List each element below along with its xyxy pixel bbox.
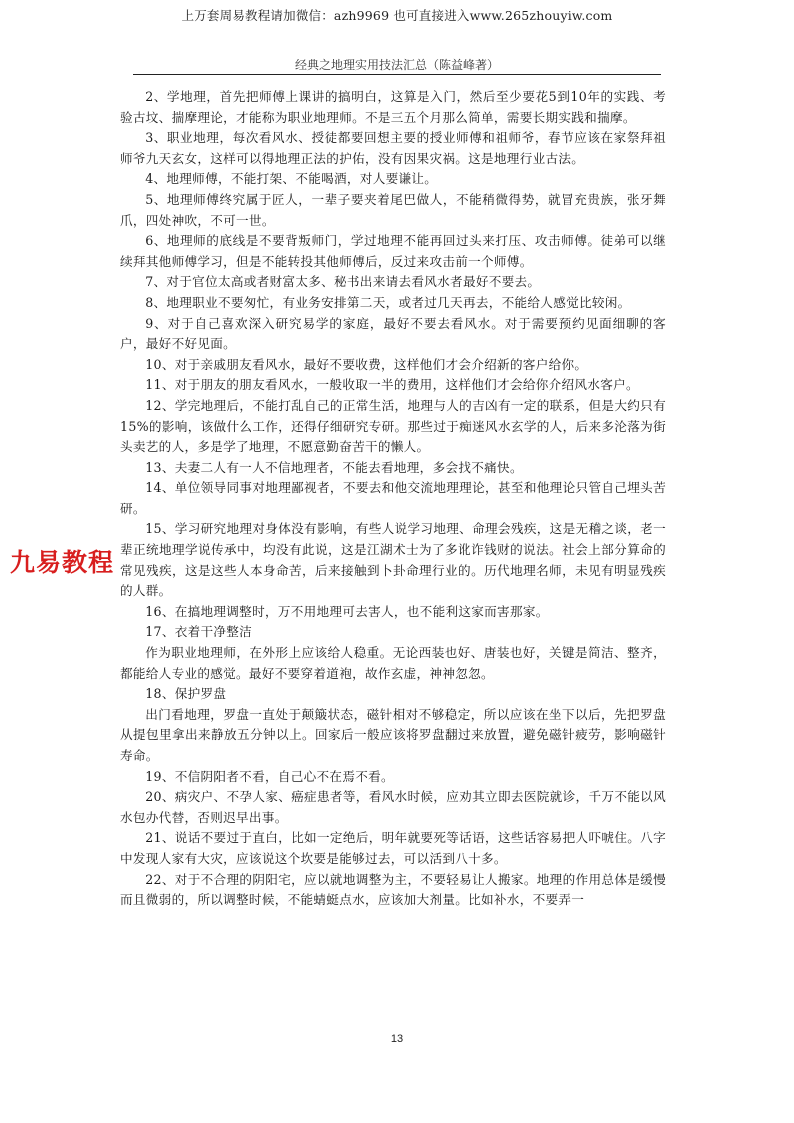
paragraph: 4、地理师傅，不能打架、不能喝酒，对人要谦让。 — [145, 171, 438, 187]
paragraph: 5、地理师傅终究属于匠人，一辈子要夹着尾巴做人，不能稍微得势，就冒充贵族，张牙舞爪，四处神吹，不可一世。 — [120, 191, 666, 228]
section-heading: 17、衣着干净整洁 — [145, 624, 253, 640]
running-header: 经典之地理实用技法汇总（陈益峰著） — [294, 58, 499, 72]
paragraph: 16、在搞地理调整时，万不用地理可去害人，也不能利这家而害那家。 — [145, 603, 549, 619]
paragraph: 15、学习研究地理对身体没有影响，有些人说学习地理、命理会残疾，这是无稽之谈，老一辈正统地理学说传承中，均没有此说，这是江湖术士为了多讹诈钱财的说法。社会上部分算命的常见残疾，这是这些人本身命苦，后来接触到卜卦命理行业的。历代地理名师，未见有明显残疾的人群。 — [120, 521, 666, 599]
paragraph: 12、学完地理后，不能打乱自己的正常生活，地理与人的吉凶有一定的联系，但是大约只有15%的影响，该做什么工作，还得仔细研究专研。那些过于痴迷风水玄学的人，后来多沦落为街头卖艺的人，多是学了地理，不愿意勤奋苦干的懒人。 — [120, 397, 666, 455]
paragraph: 2、学地理，首先把师傅上课讲的搞明白，这算是入门，然后至少要花5到10年的实践、考验古坟、揣摩理论，才能称为职业地理师。不是三五个月那么简单，需要长期实践和揣摩。 — [120, 89, 666, 125]
paragraph: 6、地理师的底线是不要背叛师门，学过地理不能再回过头来打压、攻击师傅。徒弟可以继续拜其他师傅学习，但是不能转投其他师傅后，反过来攻击前一个师傅。 — [120, 233, 666, 269]
paragraph: 3、职业地理，每次看风水、授徒都要回想主要的授业师傅和祖师爷，春节应该在家祭拜祖师爷九天玄女，这样可以得地理正法的护佑，没有因果灾祸。这是地理行业古法。 — [120, 130, 666, 166]
body-text — [120, 87, 666, 911]
paragraph: 21、说话不要过于直白，比如一定绝后，明年就要死等话语，这些话容易把人吓唬住。八字中发现人家有大灾，应该说这个坎要是能够过去，可以活到八十多。 — [120, 830, 666, 866]
paragraph: 9、对于自己喜欢深入研究易学的家庭，最好不要去看风水。对于需要预约见面细聊的客户，最好不好见面。 — [120, 315, 666, 352]
paragraph: 7、对于官位太高或者财富太多、秘书出来请去看风水者最好不要去。 — [145, 274, 541, 290]
watermark-logo: 九易教程 — [10, 548, 115, 577]
paragraph: 8、地理职业不要匆忙，有业务安排第二天，或者过几天再去，不能给人感觉比较闲。 — [145, 294, 631, 310]
section-heading: 18、保护罗盘 — [145, 686, 227, 702]
paragraph: 11、对于朋友的朋友看风水，一般收取一半的费用，这样他们才会给你介绍风水客户。 — [145, 377, 639, 393]
paragraph: 13、夫妻二人有一人不信地理者，不能去看地理，多会找不痛快。 — [145, 459, 523, 475]
paragraph: 20、病灾户、不孕人家、癌症患者等，看风水时候，应劝其立即去医院就诊，千万不能以风水包办代替，否则迟早出事。 — [120, 789, 666, 825]
page-number: 13 — [390, 1033, 404, 1045]
top-banner: 上万套周易教程请加微信：azh9969 也可直接进入www.265zhouyiw.com — [181, 8, 613, 23]
paragraph: 出门看地理，罗盘一直处于颠簸状态，磁针相对不够稳定，所以应该在坐下以后，先把罗盘从提包里拿出来静放五分钟以上。回家后一般应该将罗盘翻过来放置，避免磁针疲劳，影响磁针寿命。 — [120, 706, 666, 763]
paragraph: 14、单位领导同事对地理鄙视者，不要去和他交流地理理论，甚至和他理论只管自己埋头苦研。 — [120, 480, 666, 516]
paragraph: 作为职业地理师，在外形上应该给人稳重。无论西装也好、唐装也好，关键是简洁、整齐，都能给人专业的感觉。最好不要穿着道袍，故作玄虚，神神忽忽。 — [120, 645, 666, 681]
header-rule — [133, 74, 661, 75]
paragraph: 10、对于亲戚朋友看风水，最好不要收费，这样他们才会介绍新的客户给你。 — [145, 356, 588, 372]
paragraph: 22、对于不合理的阴阳宅，应以就地调整为主，不要轻易让人搬家。地理的作用总体是缓慢而且微弱的，所以调整时候，不能蜻蜓点水，应该加大剂量。比如补水，不要弄一 — [120, 871, 666, 908]
paragraph: 19、不信阴阳者不看，自己心不在焉不看。 — [145, 768, 394, 784]
